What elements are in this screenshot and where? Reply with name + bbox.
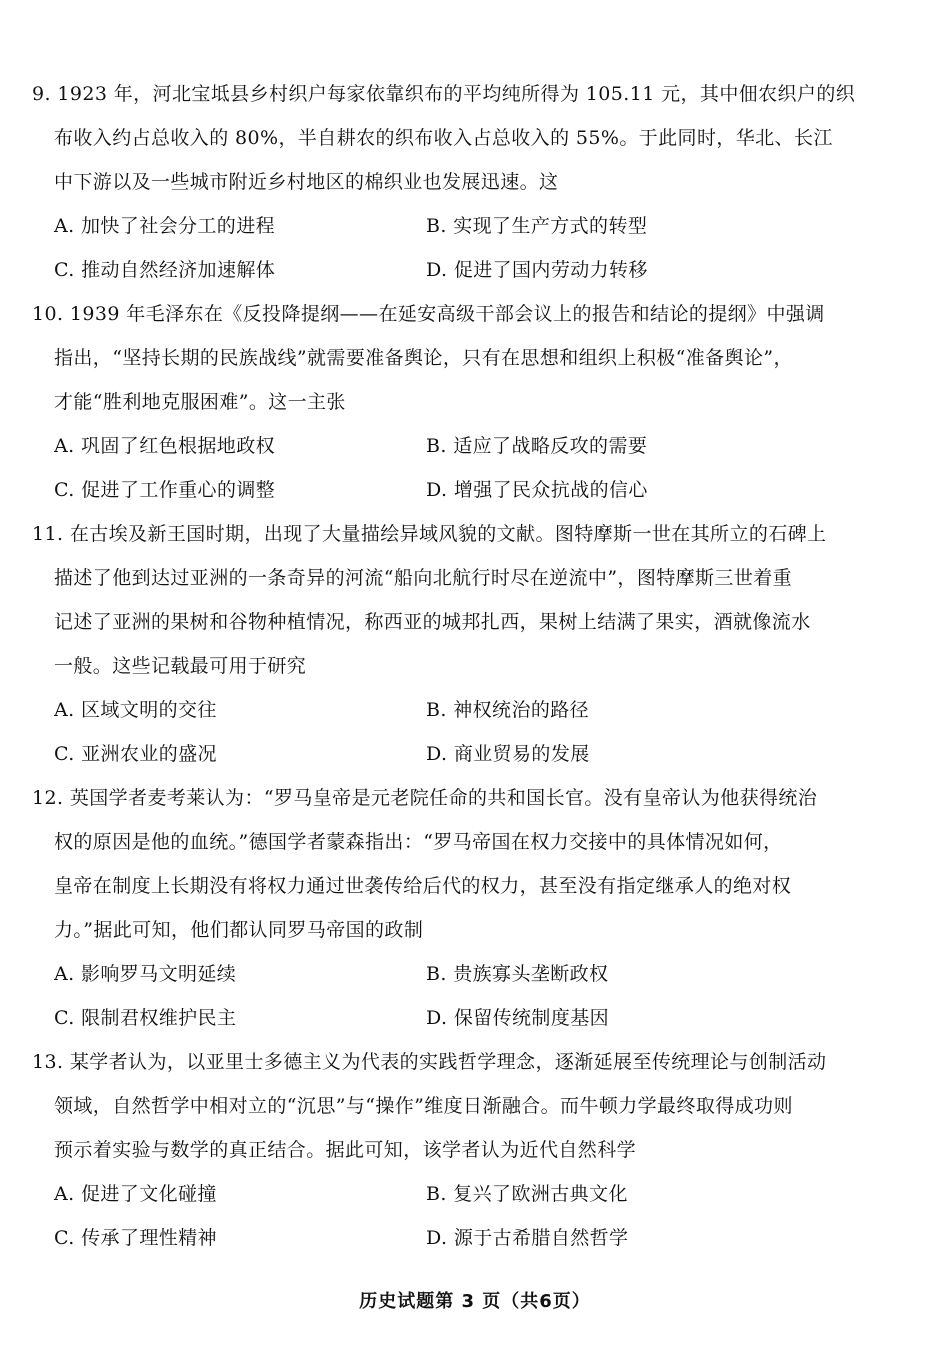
option-a: A. 巩固了红色根据地政权 [54, 435, 276, 457]
question-9 [32, 72, 856, 292]
stem-line: 力。”据此可知，他们都认同罗马帝国的政制 [54, 919, 424, 941]
option-d: D. 保留传统制度基因 [426, 1007, 610, 1029]
question-12 [32, 776, 840, 1040]
question-13 [32, 1040, 840, 1260]
stem-line: 描述了他到达过亚洲的一条奇异的河流“船向北航行时尽在逆流中”，图特摩斯三世着重 [54, 567, 793, 589]
stem-line: 预示着实验与数学的真正结合。据此可知，该学者认为近代自然科学 [54, 1139, 637, 1161]
option-a: A. 区域文明的交往 [54, 699, 217, 721]
stem-line: 10. 1939 年毛泽东在《反投降提纲——在延安高级干部会议上的报告和结论的提纲》中强调 [32, 303, 825, 325]
option-b: B. 贵族寡头垄断政权 [426, 963, 609, 985]
option-d: D. 增强了民众抗战的信心 [426, 479, 648, 501]
option-b: B. 适应了战略反攻的需要 [426, 435, 648, 457]
stem-line: 9. 1923 年，河北宝坻县乡村织户每家依靠织布的平均纯所得为 105.11 元，其中佃农织户的织 [32, 83, 856, 105]
option-c: C. 传承了理性精神 [54, 1227, 217, 1249]
question-stem [32, 1040, 840, 1172]
option-b: B. 神权统治的路径 [426, 699, 590, 721]
stem-line: 布收入约占总收入的 80%，半自耕农的织布收入占总收入的 55%。于此同时，华北、长江 [54, 127, 833, 149]
question-options [32, 204, 840, 292]
stem-line: 权的原因是他的血统。”德国学者蒙森指出：“罗马帝国在权力交接中的具体情况如何， [54, 831, 783, 853]
option-c: C. 推动自然经济加速解体 [54, 259, 276, 281]
question-stem [32, 512, 840, 688]
option-d: D. 源于古希腊自然哲学 [426, 1227, 629, 1249]
stem-line: 皇帝在制度上长期没有将权力通过世袭传给后代的权力，甚至没有指定继承人的绝对权 [54, 875, 792, 897]
question-11 [32, 512, 840, 776]
option-c: C. 限制君权维护民主 [54, 1007, 237, 1029]
option-a: A. 促进了文化碰撞 [54, 1183, 217, 1205]
stem-line: 11. 在古埃及新王国时期，出现了大量描绘异域风貌的文献。图特摩斯一世在其所立的石碑上 [32, 523, 827, 545]
question-stem [32, 776, 840, 952]
option-d: D. 促进了国内劳动力转移 [426, 259, 648, 281]
question-10 [32, 292, 840, 512]
page-footer: 历史试题第 3 页（共6页） [359, 1291, 591, 1312]
question-options [32, 1172, 840, 1260]
option-c: C. 促进了工作重心的调整 [54, 479, 276, 501]
stem-line: 一般。这些记载最可用于研究 [54, 655, 307, 677]
stem-line: 13. 某学者认为，以亚里士多德主义为代表的实践哲学理念，逐渐延展至传统理论与创制活动 [32, 1051, 827, 1073]
question-options [32, 952, 840, 1040]
option-b: B. 实现了生产方式的转型 [426, 215, 648, 237]
option-c: C. 亚洲农业的盛况 [54, 743, 217, 765]
option-a: A. 影响罗马文明延续 [54, 963, 237, 985]
stem-line: 12. 英国学者麦考莱认为：“罗马皇帝是元老院任命的共和国长官。没有皇帝认为他获得统治 [32, 787, 818, 809]
question-options [32, 424, 840, 512]
stem-line: 才能“胜利地克服困难”。这一主张 [54, 391, 346, 413]
stem-line: 指出，“坚持长期的民族战线”就需要准备舆论，只有在思想和组织上积极“准备舆论”， [54, 347, 793, 369]
question-options [32, 688, 840, 776]
stem-line: 中下游以及一些城市附近乡村地区的棉织业也发展迅速。这 [54, 171, 559, 193]
question-stem [32, 292, 840, 424]
question-stem [32, 72, 856, 204]
option-d: D. 商业贸易的发展 [426, 743, 590, 765]
option-b: B. 复兴了欧洲古典文化 [426, 1183, 628, 1205]
stem-line: 领域，自然哲学中相对立的“沉思”与“操作”维度日渐融合。而牛顿力学最终取得成功则 [54, 1095, 793, 1117]
stem-line: 记述了亚洲的果树和谷物种植情况，称西亚的城邦扎西，果树上结满了果实，酒就像流水 [54, 611, 811, 633]
option-a: A. 加快了社会分工的进程 [54, 215, 276, 237]
